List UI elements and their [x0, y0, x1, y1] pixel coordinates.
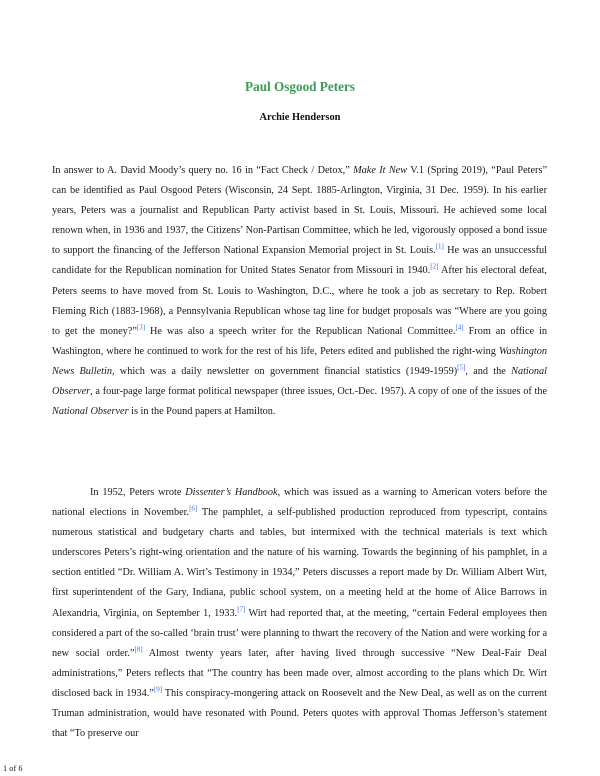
publication-title: Dissenter’s Handbook: [185, 487, 278, 498]
document-author: Archie Henderson: [259, 112, 341, 123]
text-run: Wirt had reported that, at the meeting, “certain Federal employees then considered a part of the so-called ‘brain trust’ were planning to thwart the recovery of the Nation and were working for a new social order.”: [52, 607, 547, 659]
footnote-ref-7[interactable]: [7]: [237, 605, 246, 614]
text-run: V.1 (Spring 2019), “Paul Peters” can be identified as Paul Osgood Peters (Wisconsin, 24 Sept. 1885-Arlington, Virginia, 31 Dec. 1959). In his earlier years, Peters was a journalist and Republican Party activist based in St. Louis, Missouri. He achieved some local renown when, in 1936 and 1937, the Citizens’ Non-Partisan Committee, which he led, vigorously opposed a bond issue to support the financing of the Jefferson National Expansion Memorial project in St. Louis.: [52, 165, 547, 257]
text-run: , and the: [465, 365, 512, 377]
text-run: is in the Pound papers at Hamilton.: [128, 406, 276, 418]
publication-title: Washington News Bulletin: [52, 345, 547, 377]
publication-title: National Observer: [52, 365, 547, 398]
text-run: He was an unsuccessful candidate for the Republican nomination for United States Senator from Missouri in 1940.: [52, 245, 547, 277]
text-run: Almost twenty years later, after having lived through successive “New Deal-Fair Deal administrations,” Peters reflects that “The country has been made over, almost according to the plans which Dr. Wirt disclosed back in 1934.”: [52, 647, 547, 699]
footnote-ref-8[interactable]: [8]: [134, 645, 143, 654]
text-run: In 1952, Peters wrote: [90, 487, 186, 498]
text-run: He was also a speech writer for the Republican National Committee.: [145, 325, 456, 337]
footnote-ref-3[interactable]: [3]: [136, 323, 146, 332]
footnote-ref-5[interactable]: [5]: [457, 363, 466, 372]
text-run: From an office in Washington, where he continued to work for the rest of his life, Peters edited and published the right-wing: [52, 325, 548, 357]
footnote-ref-4[interactable]: [4]: [455, 323, 464, 332]
footnote-ref-6[interactable]: [6]: [189, 504, 198, 513]
footnote-ref-1[interactable]: [1]: [435, 242, 444, 251]
publication-title: National Observer: [52, 406, 129, 418]
body-paragraph-1: [52, 161, 547, 422]
footnote-ref-9[interactable]: [9]: [153, 685, 163, 694]
body-paragraph-2: [52, 483, 547, 744]
text-run: , which was issued as a warning to American voters before the national elections in November.: [52, 487, 548, 519]
text-run: In answer to A. David Moody’s query no. 16 in “Fact Check / Detox,”: [52, 165, 354, 176]
text-run: This conspiracy-mongering attack on Roosevelt and the New Deal, as well as on the current Truman administration, would have resonated with Pound. Peters quotes with approval Thomas Jefferson’s statement that “To preserve our: [52, 687, 547, 740]
document-title: Paul Osgood Peters: [245, 79, 355, 94]
text-run: , which was a daily newsletter on government financial statistics (1949-1959): [111, 365, 458, 377]
page-indicator: 1 of 6: [3, 764, 23, 773]
text-run: After his electoral defeat, Peters seems to have moved from St. Louis to Washington, D.C., where he took a job as secretary to Rep. Robert Fleming Rich (1883-1968), a Pennsylvania Republican whose tag line for budget proposals was “Where are you going to get the money?”: [52, 265, 547, 337]
text-run: The pamphlet, a self-published production reproduced from typescript, contains numerous statistical and budgetary charts and tables, but intermixed with the technical materials is text which underscores Peters’s right-wing orientation and the nature of his warning. Towards the beginning of his pamphlet, in a section entitled “Dr. William A. Wirt’s Testimony in 1934,” Peters discusses a report made by Dr. William Albert Wirt, first superintendent of the Gary, Indiana, public school system, on a meeting held at the home of Alice Barrows in Alexandria, Virginia, on September 1, 1933.: [52, 507, 547, 619]
footnote-ref-2[interactable]: [2]: [430, 263, 439, 272]
journal-title: Make It New: [353, 165, 408, 176]
text-run: , a four-page large format political newspaper (three issues, Oct.-Dec. 1957). A copy of one of the issues of the: [90, 386, 547, 398]
